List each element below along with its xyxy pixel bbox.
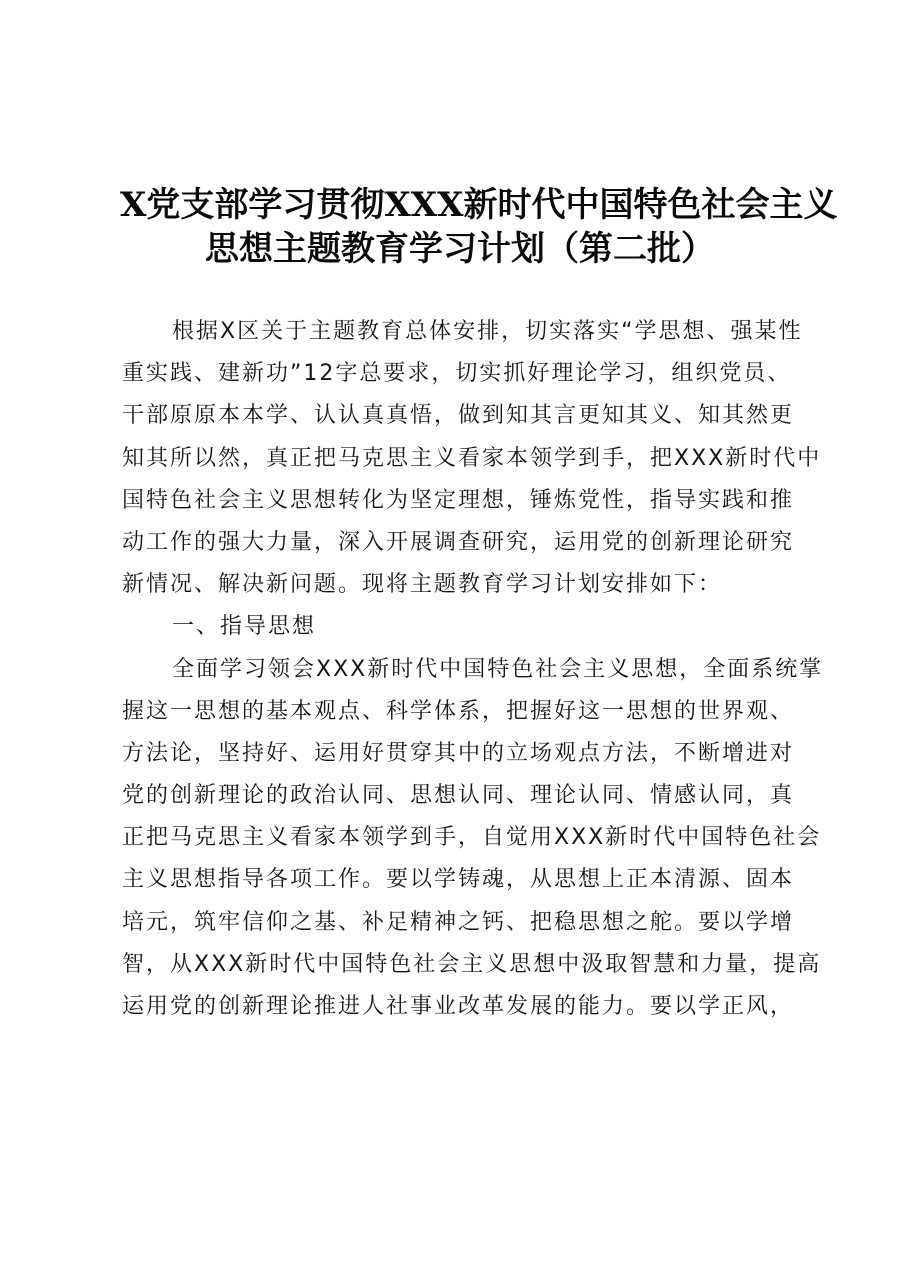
paragraph-line: 新情况、解决新问题。现将主题教育学习计划安排如下：: [122, 572, 723, 598]
paragraph-line: 握这一思想的基本观点、科学体系，把握好这一思想的世界观、: [122, 698, 795, 724]
paragraph-line: 国特色社会主义思想转化为坚定理想，锤炼党性，指导实践和推: [122, 487, 795, 513]
paragraph-line: 主义思想指导各项工作。要以学铸魂，从思想上正本清源、固本: [122, 867, 795, 893]
title-line: X党支部学习贯彻XXX新时代中国特色社会主义: [120, 185, 838, 225]
paragraph-line: 党的创新理论的政治认同、思想认同、理论认同、情感认同，真: [122, 783, 795, 809]
paragraph-line: 智，从XXX新时代中国特色社会主义思想中汲取智慧和力量，提高: [122, 951, 822, 977]
paragraph-line: 根据X区关于主题教育总体安排，切实落实“学思想、强某性: [172, 319, 803, 344]
paragraph-intro: [122, 311, 822, 606]
paragraph-line: 培元，筑牢信仰之基、补足精神之钙、把稳思想之舵。要以学增: [122, 909, 795, 935]
paragraph-line: 动工作的强大力量，深入开展调查研究，运用党的创新理论研究: [122, 529, 795, 555]
title-line: 思想主题教育学习计划（第二批）: [205, 229, 715, 269]
document-title: [100, 183, 840, 271]
paragraph-line: 重实践、建新功”12字总要求，切实抓好理论学习，组织党员、: [122, 361, 792, 387]
paragraph-line: 全面学习领会XXX新时代中国特色社会主义思想，全面系统掌: [172, 656, 824, 682]
paragraph-line: 知其所以然，真正把马克思主义看家本领学到手，把XXX新时代中: [122, 445, 822, 471]
paragraph-line: 运用党的创新理论推进人社事业改革发展的能力。要以学正风，: [122, 994, 795, 1019]
section-heading: 一、指导思想: [172, 614, 317, 640]
document-body: [122, 311, 822, 1028]
paragraph-line: 方法论，坚持好、运用好贯穿其中的立场观点方法，不断增进对: [122, 740, 795, 766]
paragraph-line: 干部原原本本学、认认真真悟，做到知其言更知其义、知其然更: [122, 403, 795, 429]
paragraph-line: 正把马克思主义看家本领学到手，自觉用XXX新时代中国特色社会: [122, 825, 822, 851]
paragraph-guiding-thought: [122, 649, 822, 1029]
